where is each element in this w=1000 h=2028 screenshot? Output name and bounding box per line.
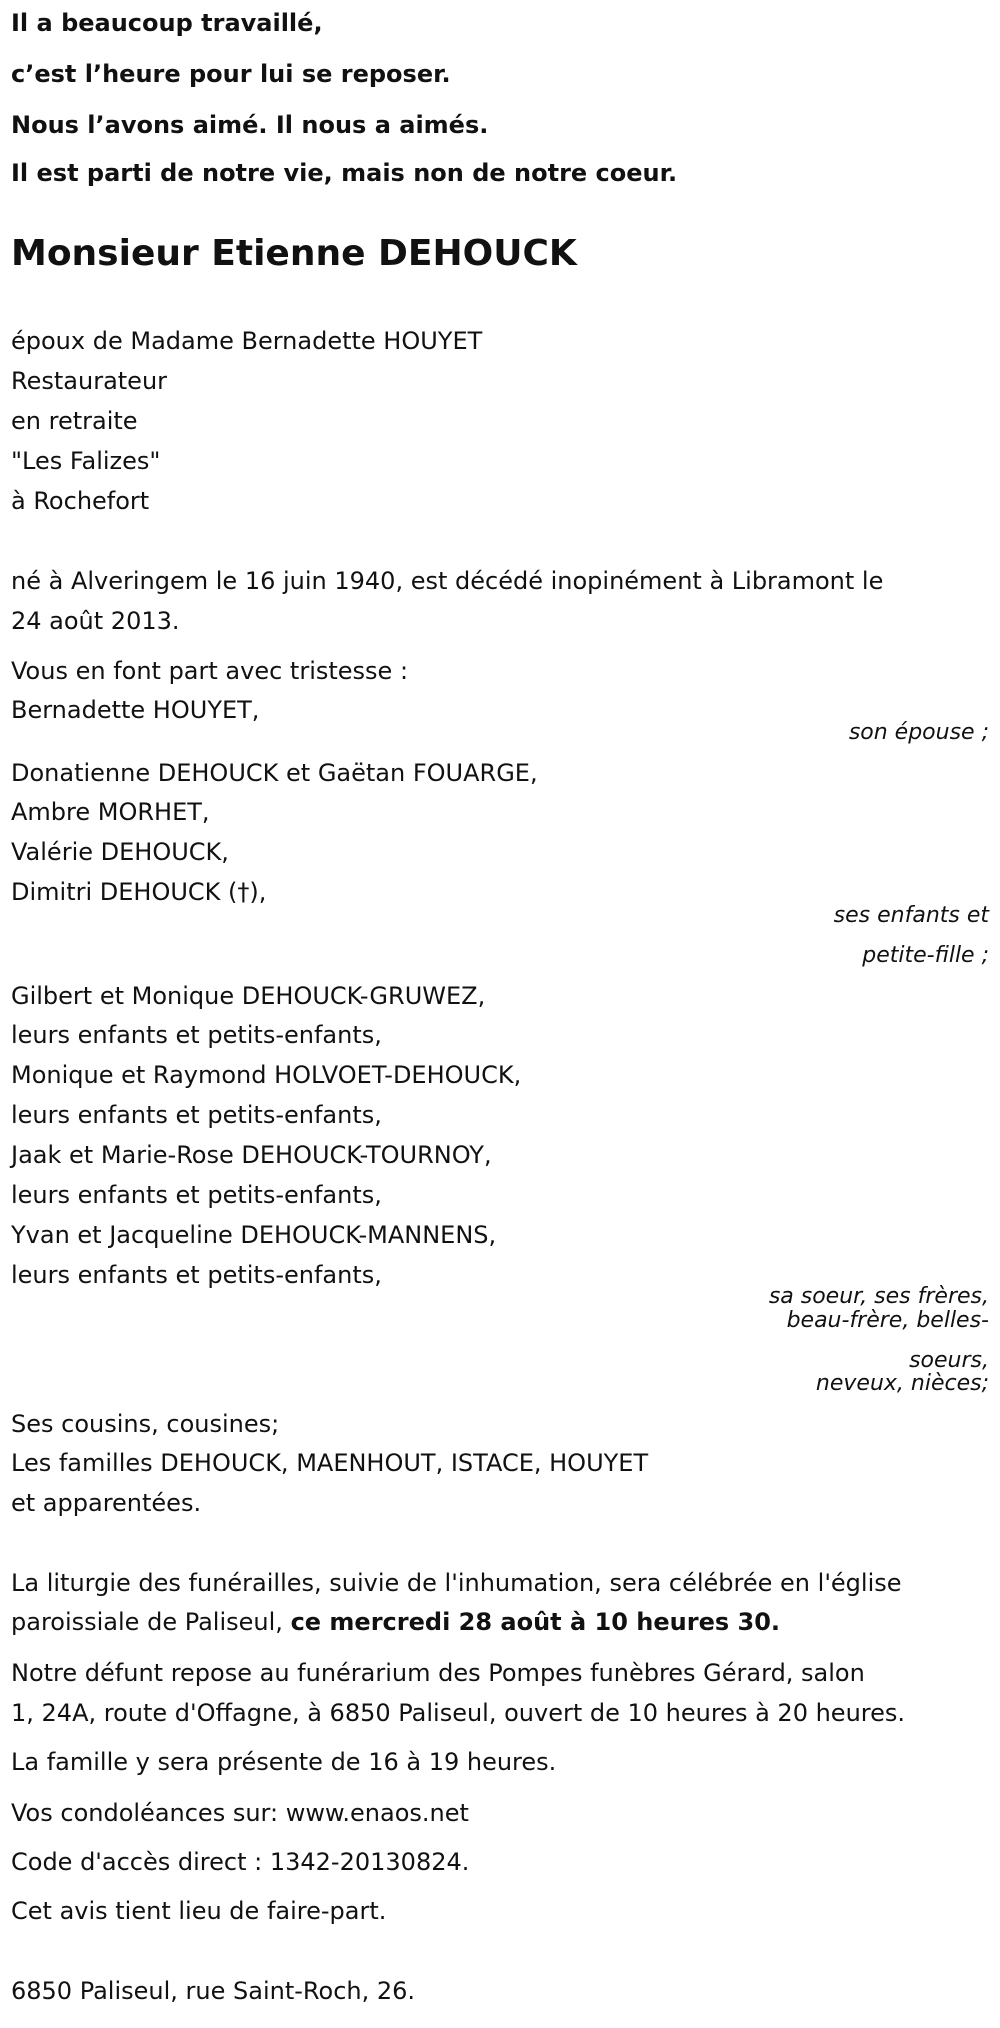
- intro-line: Restaurateur: [11, 367, 168, 395]
- child-name: Valérie DEHOUCK,: [11, 838, 229, 866]
- spouse-name: Bernadette HOUYET,: [11, 696, 260, 724]
- deceased-name: Monsieur Etienne DEHOUCK: [11, 233, 577, 274]
- others-line: et apparentées.: [11, 1489, 202, 1517]
- info-line: Cet avis tient lieu de faire-part.: [11, 1897, 387, 1925]
- funeral-line: [11, 1607, 780, 1637]
- birth-death-line: né à Alveringem le 16 juin 1940, est décédé inopinément à Libramont le: [11, 567, 884, 595]
- sibling-line: Monique et Raymond HOLVOET-DEHOUCK,: [11, 1061, 522, 1089]
- verse-line: c’est l’heure pour lui se reposer.: [11, 60, 451, 88]
- intro-line: en retraite: [11, 407, 138, 435]
- birth-death-line: 24 août 2013.: [11, 607, 180, 635]
- funeral-line: La liturgie des funérailles, suivie de l'inhumation, sera célébrée en l'église: [11, 1569, 902, 1597]
- intro-line: époux de Madame Bernadette HOUYET: [11, 327, 483, 355]
- child-name: Ambre MORHET,: [11, 798, 210, 826]
- siblings-role: neveux, nièces;: [815, 1371, 989, 1396]
- verse-line: Il a beaucoup travaillé,: [11, 9, 323, 37]
- verse-line: Il est parti de notre vie, mais non de notre coeur.: [11, 159, 678, 187]
- others-line: Ses cousins, cousines;: [11, 1410, 280, 1438]
- spouse-role: son épouse ;: [848, 720, 989, 745]
- sibling-line: Yvan et Jacqueline DEHOUCK-MANNENS,: [11, 1221, 497, 1249]
- siblings-role: sa soeur, ses frères,: [768, 1284, 989, 1309]
- sibling-line: leurs enfants et petits-enfants,: [11, 1101, 382, 1129]
- children-role: petite-fille ;: [862, 943, 989, 968]
- info-line: Vos condoléances sur: www.enaos.net: [11, 1799, 469, 1827]
- sibling-line: Jaak et Marie-Rose DEHOUCK-TOURNOY,: [11, 1141, 492, 1169]
- others-line: Les familles DEHOUCK, MAENHOUT, ISTACE, HOUYET: [11, 1449, 649, 1477]
- sibling-line: leurs enfants et petits-enfants,: [11, 1181, 382, 1209]
- siblings-role: soeurs,: [909, 1348, 989, 1373]
- funeral-datetime: ce mercredi 28 août à 10 heures 30.: [290, 1608, 781, 1636]
- sibling-line: leurs enfants et petits-enfants,: [11, 1261, 382, 1289]
- info-line: La famille y sera présente de 16 à 19 heures.: [11, 1748, 557, 1776]
- funeral-place: paroissiale de Paliseul,: [11, 1608, 291, 1636]
- verse-line: Nous l’avons aimé. Il nous a aimés.: [11, 111, 489, 139]
- sibling-line: leurs enfants et petits-enfants,: [11, 1021, 382, 1049]
- child-name: Dimitri DEHOUCK (†),: [11, 878, 267, 906]
- announce: Vous en font part avec tristesse :: [11, 657, 409, 685]
- intro-line: "Les Falizes": [11, 447, 161, 475]
- child-name: Donatienne DEHOUCK et Gaëtan FOUARGE,: [11, 759, 538, 787]
- siblings-role: beau-frère, belles-: [786, 1308, 989, 1333]
- info-line: Code d'accès direct : 1342-20130824.: [11, 1848, 470, 1876]
- rest-line: 1, 24A, route d'Offagne, à 6850 Paliseul, ouvert de 10 heures à 20 heures.: [11, 1699, 906, 1727]
- children-role: ses enfants et: [833, 903, 989, 928]
- intro-line: à Rochefort: [11, 487, 150, 515]
- rest-line: Notre défunt repose au funérarium des Pompes funèbres Gérard, salon: [11, 1659, 865, 1687]
- sibling-line: Gilbert et Monique DEHOUCK-GRUWEZ,: [11, 982, 486, 1010]
- address: 6850 Paliseul, rue Saint-Roch, 26.: [11, 1977, 416, 2005]
